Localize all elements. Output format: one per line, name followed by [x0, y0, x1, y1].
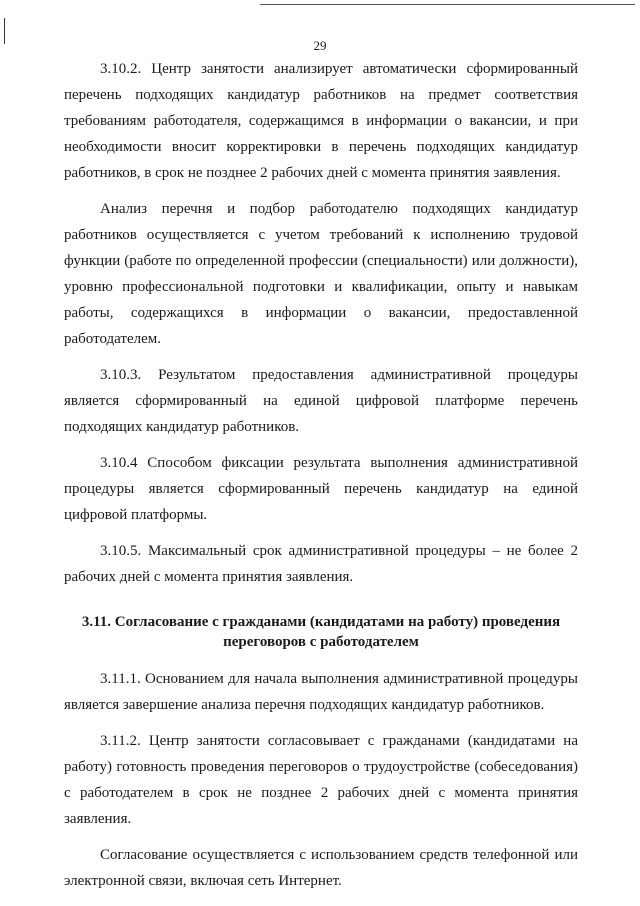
paragraph-3-10-4: 3.10.4 Способом фиксации результата выполнения административной процедуры является сформированный перечень кандидатур на единой цифровой платформы.: [64, 455, 578, 523]
paragraph-analysis: Анализ перечня и подбор работодателю подходящих кандидатур работников осуществляется с учетом требований к исполнению трудовой функции (работе по определенной профессии (специальности) или должности), уровню профессиональной подготовки и квалификации, опыту и навыкам работы, содержащихся в информации о вакансии, предоставленной работодателем.: [64, 201, 578, 347]
heading-line-1: 3.11. Согласование с гражданами (кандидатами на работу) проведения: [81, 614, 561, 630]
paragraph-3-11-2: 3.11.2. Центр занятости согласовывает с гражданами (кандидатами на работу) готовность проведения переговоров о трудоустройстве (собеседования) с работодателем в срок не позднее 2 рабочих дней с момента принятия заявления.: [64, 733, 578, 827]
heading-line-2: переговоров с работодателем: [223, 634, 419, 650]
page-number: 29: [313, 38, 327, 53]
paragraph-3-10-3: 3.10.3. Результатом предоставления административной процедуры является сформированный на единой цифровой платформе перечень подходящих кандидатур работников.: [64, 367, 578, 435]
top-border-line: [260, 4, 635, 5]
paragraph-3-10-5: 3.10.5. Максимальный срок административной процедуры – не более 2 рабочих дней с момента принятия заявления.: [64, 543, 578, 585]
document-body: [64, 56, 578, 904]
paragraph-3-11-1: 3.11.1. Основанием для начала выполнения административной процедуры является завершение анализа перечня подходящих кандидатур работников.: [64, 671, 578, 713]
paragraph-3-10-2: 3.10.2. Центр занятости анализирует автоматически сформированный перечень подходящих кандидатур работников на предмет соответствия требованиям работодателя, содержащимся в информации о вакансии, и при необходимости вносит корректировки в перечень подходящих кандидатур работников, в срок не позднее 2 рабочих дней с момента принятия заявления.: [64, 61, 578, 181]
paragraph-agreement: Согласование осуществляется с использованием средств телефонной или электронной связи, включая сеть Интернет.: [64, 847, 578, 889]
section-heading-3-11: [64, 612, 578, 652]
